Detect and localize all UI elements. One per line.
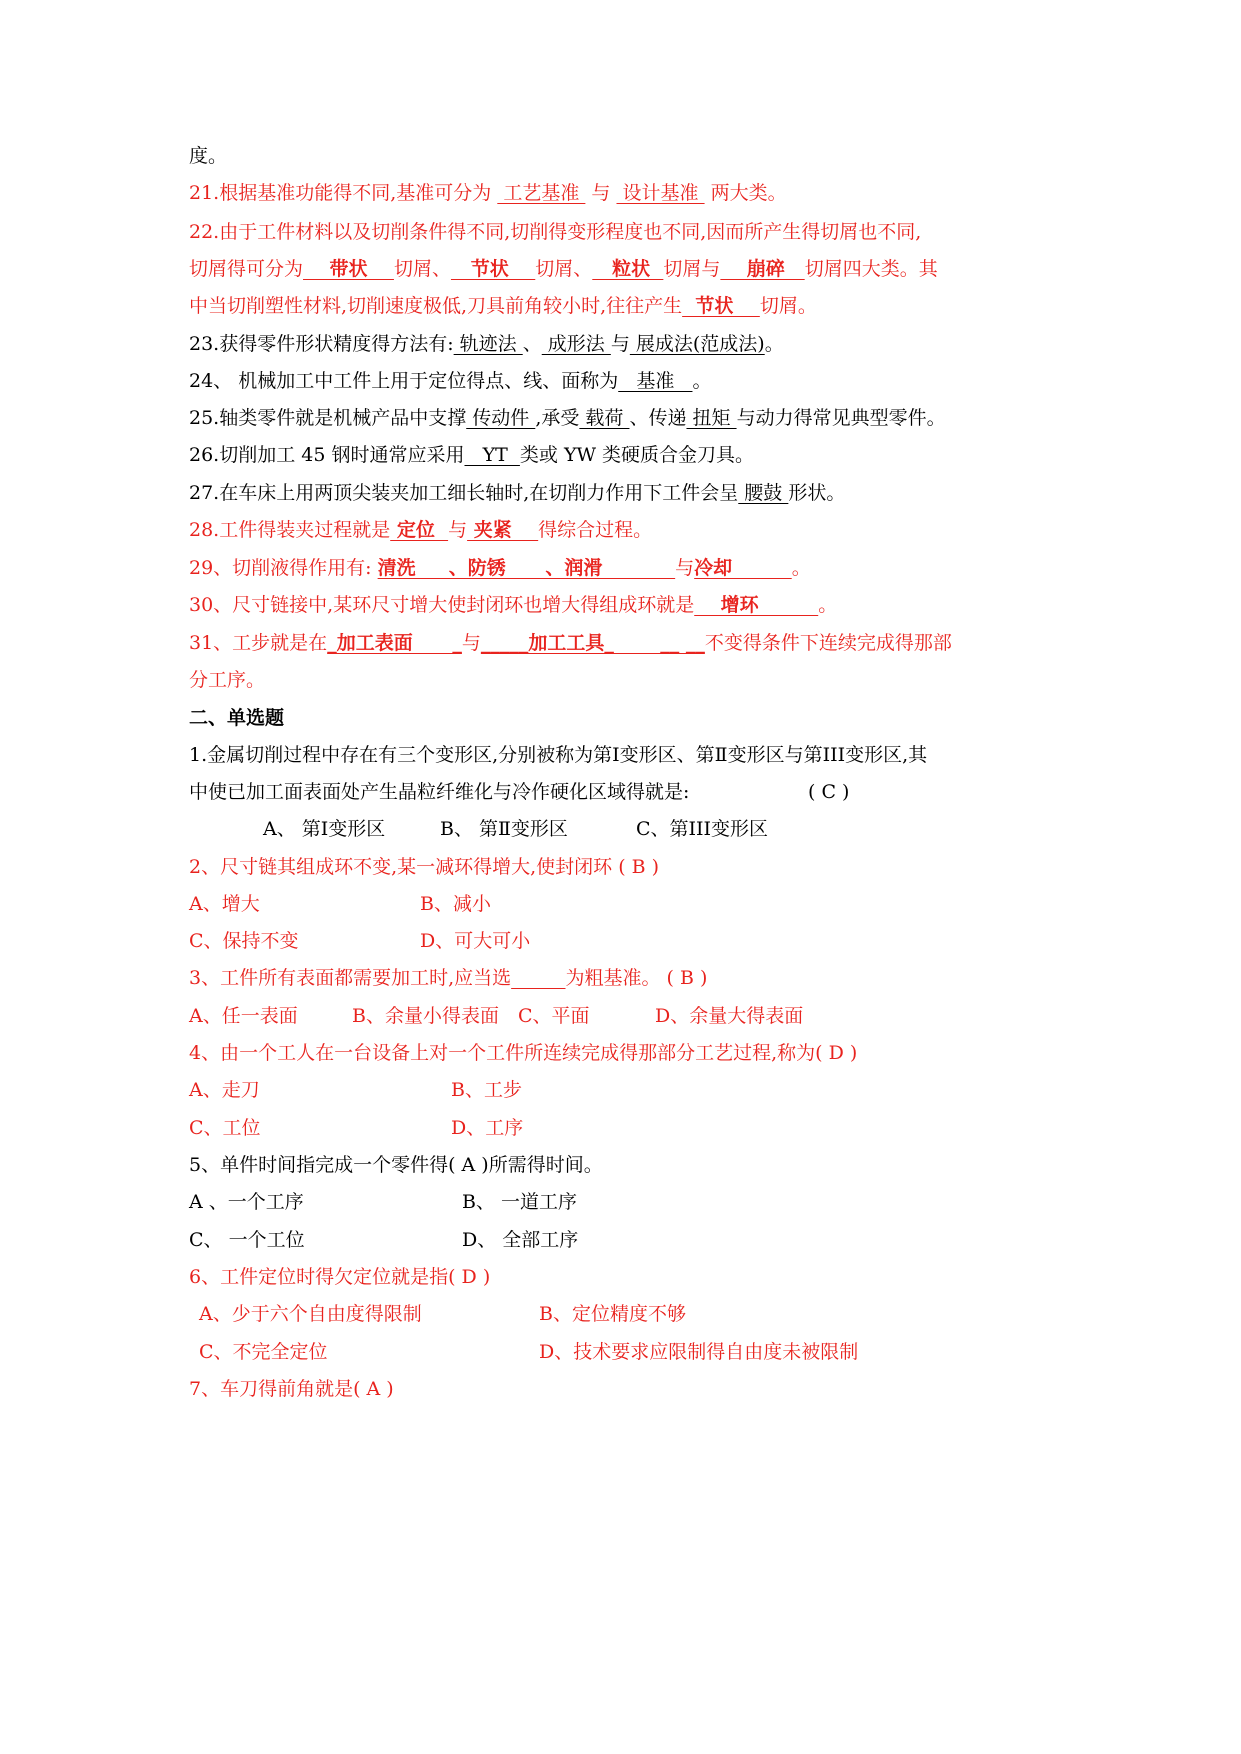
answer-blank: 设计基准	[616, 182, 705, 204]
question-28: 28.工件得装夹过程就是 定位 与 夹紧 得综合过程。	[189, 519, 653, 541]
option-b: B、余量小得表面	[352, 1005, 499, 1027]
option-d: D、工序	[451, 1117, 524, 1139]
mc-question-7: 7、车刀得前角就是( A )	[189, 1378, 394, 1400]
mc-question-3: 3、工件所有表面都需要加工时,应当选 为粗基准。 ( B )	[189, 967, 708, 989]
option-a: A 、一个工序	[189, 1191, 304, 1213]
answer-blank: 成形法	[541, 333, 611, 355]
answer-blank: 节状	[450, 258, 536, 280]
option-b: B、 第Ⅱ变形区	[440, 818, 568, 840]
mc-question-1-line1: 1.金属切削过程中存在有三个变形区,分别被称为第Ⅰ变形区、第Ⅱ变形区与第III变形区,其	[189, 744, 928, 766]
question-31-line2: 分工序。	[189, 669, 266, 691]
question-22-line1: 22.由于工件材料以及切削条件得不同,切削得变形程度也不同,因而所产生得切屑也不同,	[189, 221, 922, 243]
question-29: 29、切削液得作用有: 清洗 、防锈 、润滑 与冷却 。	[189, 557, 811, 579]
option-b: B、定位精度不够	[539, 1303, 686, 1325]
answer-blank: 展成法(范成法)	[629, 333, 765, 355]
option-a: A、 第Ⅰ变形区	[263, 818, 386, 840]
question-22-line3: 中当切削塑性材料,切削速度极低,刀具前角较小时,往往产生 节状 切屑。	[189, 295, 817, 317]
question-31-line1: 31、工步就是在_加工表面 _与_____加工工具_ __ __不变得条件下连续完成得那部	[189, 632, 952, 654]
option-b: B、减小	[420, 893, 491, 915]
answer-blank: 带状	[303, 258, 394, 280]
mc-question-2: 2、尺寸链其组成环不变,某一减环得增大,使封闭环 ( B )	[189, 856, 660, 878]
answer-blank: 传动件	[466, 407, 536, 429]
mc-question-4: 4、由一个工人在一台设备上对一个工件所连续完成得那部分工艺过程,称为( D )	[189, 1042, 858, 1064]
answer-blank: _____加工工具_ __ __	[480, 632, 705, 654]
answer-blank	[511, 967, 565, 989]
option-c: C、保持不变	[189, 930, 299, 952]
option-c: C、平面	[518, 1005, 590, 1027]
answer-blank: 崩碎	[720, 258, 805, 280]
answer-blank: 轨迹法	[453, 333, 523, 355]
option-a: A、增大	[189, 893, 260, 915]
option-c: C、工位	[189, 1117, 261, 1139]
answer-blank: 粒状	[592, 258, 664, 280]
question-22-line2: 切屑得可分为 带状 切屑、 节状 切屑、 粒状 切屑与 崩碎 切屑四大类。其	[189, 258, 938, 280]
question-30: 30、尺寸链接中,某环尺寸增大使封闭环也增大得组成环就是 增环 。	[189, 594, 838, 616]
mc-answer-1: ( C )	[808, 781, 850, 803]
mc-question-6: 6、工件定位时得欠定位就是指( D )	[189, 1266, 491, 1288]
question-21: 21.根据基准功能得不同,基准可分为 工艺基准 与 设计基准 两大类。	[189, 182, 787, 204]
option-a: A、任一表面	[189, 1005, 298, 1027]
option-a: A、少于六个自由度得限制	[199, 1303, 422, 1325]
option-b: B、 一道工序	[462, 1191, 578, 1213]
question-25: 25.轴类零件就是机械产品中支撑 传动件 ,承受 载荷 、传递 扭矩 与动力得常见典型零件。	[189, 407, 946, 429]
answer-blank: 定位	[390, 519, 449, 541]
answer-blank: 工艺基准	[497, 182, 586, 204]
answer-blank: 夹紧	[467, 519, 539, 541]
answer-blank: 腰鼓	[738, 482, 789, 504]
question-27: 27.在车床上用两顶尖装夹加工细长轴时,在切削力作用下工件会呈 腰鼓 形状。	[189, 482, 846, 504]
option-a: A、走刀	[189, 1079, 260, 1101]
answer-blank: 载荷	[579, 407, 630, 429]
answer-blank: _加工表面 _	[327, 632, 462, 654]
section-title: 二、单选题	[189, 707, 285, 729]
option-d: D、余量大得表面	[655, 1005, 804, 1027]
question-23: 23.获得零件形状精度得方法有: 轨迹法 、 成形法 与 展成法(范成法)。	[189, 333, 784, 355]
option-c: C、不完全定位	[199, 1341, 328, 1363]
mc-question-5: 5、单件时间指完成一个零件得( A )所需得时间。	[189, 1154, 603, 1176]
option-c: C、 一个工位	[189, 1229, 305, 1251]
answer-blank: 清洗 、防锈 、润滑	[377, 557, 676, 579]
question-26: 26.切削加工 45 钢时通常应采用 YT 类或 YW 类硬质合金刀具。	[189, 444, 755, 466]
answer-blank: 增环	[694, 594, 819, 616]
answer-blank: 冷却	[694, 557, 792, 579]
question-24: 24、 机械加工中工件上用于定位得点、线、面称为 基准 。	[189, 370, 712, 392]
option-c: C、第III变形区	[636, 818, 769, 840]
mc-question-1-line2: 中使已加工面表面处产生晶粒纤维化与冷作硬化区域得就是:	[189, 781, 690, 803]
option-d: D、技术要求应限制得自由度未被限制	[539, 1341, 859, 1363]
line-du: 度。	[189, 145, 228, 167]
option-b: B、工步	[451, 1079, 522, 1101]
answer-blank: 基准	[618, 370, 693, 392]
answer-blank: 扭矩	[686, 407, 737, 429]
answer-blank: 节状	[682, 295, 760, 317]
option-d: D、可大可小	[420, 930, 531, 952]
answer-blank: YT	[464, 444, 520, 466]
option-d: D、 全部工序	[462, 1229, 579, 1251]
